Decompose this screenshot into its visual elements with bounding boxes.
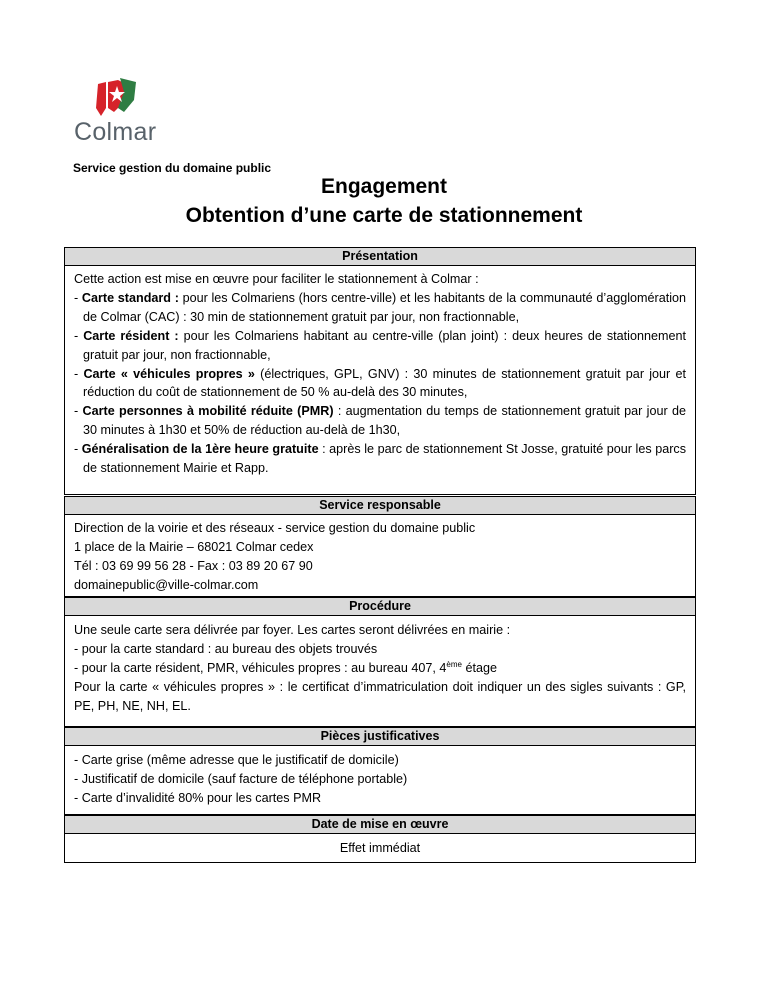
section-heading: Pièces justificatives [65,728,695,746]
list-item: - Carte standard : pour les Colmariens (hors centre-ville) et les habitants de la communauté d’agglomération de Colmar (CAC) : 30 min de stationnement gratuit par jour, non fractionnable, [74,290,687,324]
piece-item: - Justificatif de domicile (sauf facture de téléphone portable) [74,771,408,786]
service-phone: Tél : 03 69 99 56 28 - Fax : 03 89 20 67 90 [74,558,313,573]
piece-item: - Carte grise (même adresse que le justificatif de domicile) [74,753,399,767]
procedure-line: Pour la carte « véhicules propres » : le certificat d’immatriculation doit indiquer un des sigles suivants : GP, PE, PH, NE, NH, EL. [74,679,686,713]
procedure-line: - pour la carte standard : au bureau des objets trouvés [74,641,378,656]
procedure-section [64,597,696,727]
piece-item: - Carte d’invalidité 80% pour les cartes PMR [74,790,322,805]
service-address: 1 place de la Mairie – 68021 Colmar cedex [74,539,314,554]
service-email: domainepublic@ville-colmar.com [74,577,259,592]
page-subtitle: Obtention d’une carte de stationnement [185,204,583,227]
service-direction: Direction de la voirie et des réseaux - service gestion du domaine public [74,521,476,535]
date-section [64,815,696,863]
pieces-section [64,727,696,815]
list-item: - Carte « véhicules propres » (électriques, GPL, GNV) : 30 minutes de stationnement gratuit par jour et réduction du coût de stationnement de 50 % au-delà des 30 minutes, [74,366,686,400]
page-title: Engagement [320,175,448,198]
section-heading: Date de mise en œuvre [65,816,695,834]
procedure-line: - pour la carte résident, PMR, véhicules propres : au bureau 407, 4ème étage [74,659,497,675]
section-heading: Procédure [65,598,695,616]
date-value: Effet immédiat [339,841,421,855]
section-heading: Service responsable [65,497,695,515]
colmar-shield-icon [76,78,176,118]
presentation-section [64,247,696,495]
procedure-line: Une seule carte sera délivrée par foyer. Les cartes seront délivrées en mairie : [74,623,511,637]
list-item: - Carte résident : pour les Colmariens habitant au centre-ville (plan joint) : deux heures de stationnement gratuit par jour, non fractionnable, [74,328,686,362]
list-item: - Généralisation de la 1ère heure gratuite : après le parc de stationnement St Josse, gratuité pour les parcs de stationnement Mairie et Rapp. [74,442,686,476]
list-item: - Carte personnes à mobilité réduite (PMR) : augmentation du temps de stationnement gratuit par jour de 30 minutes à 1h30 et 50% de réduction au-delà de 1h30, [74,404,686,438]
presentation-intro: Cette action est mise en œuvre pour faciliter le stationnement à Colmar : [74,272,479,286]
service-name: Service gestion du domaine public [73,161,272,175]
section-heading: Présentation [65,248,695,266]
logo-text: Colmar [74,118,157,146]
service-section [64,496,696,597]
